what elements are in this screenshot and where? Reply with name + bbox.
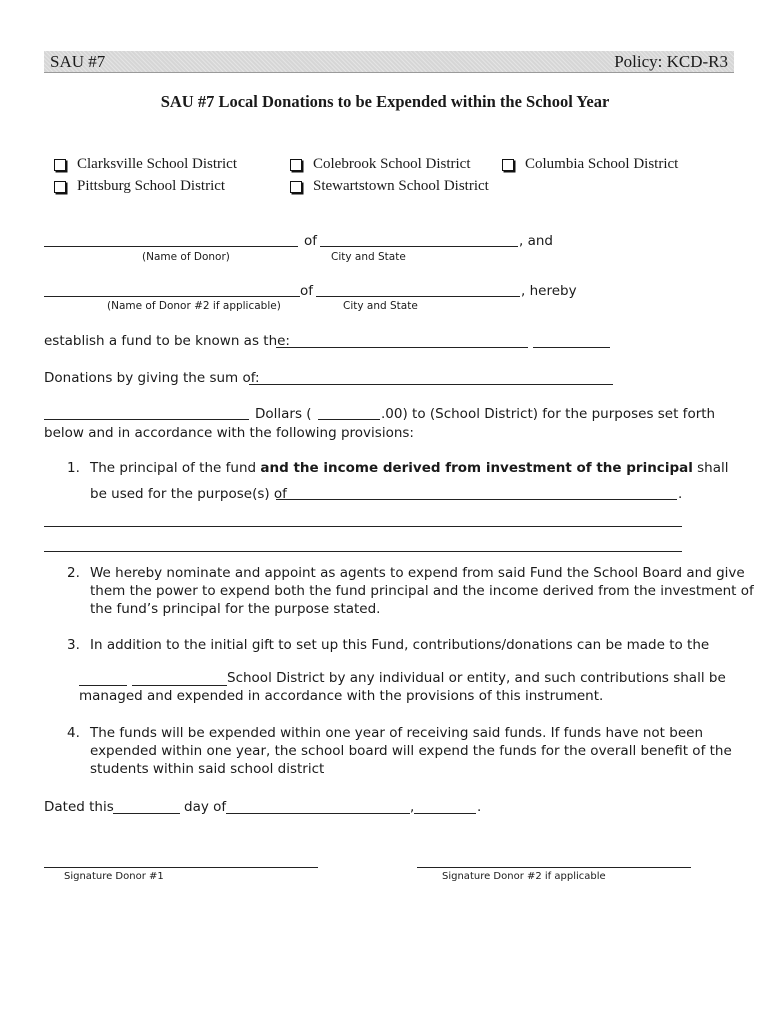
provision-2-number: 2.: [67, 565, 80, 581]
donor2-hereby-text: , hereby: [521, 283, 577, 299]
donor2-name-label: (Name of Donor #2 if applicable): [107, 300, 281, 312]
dated-day-field[interactable]: [113, 813, 180, 814]
provisions-intro: below and in accordance with the following provisions:: [44, 425, 414, 441]
district-label: Colebrook School District: [313, 156, 471, 172]
signature-donor2-field[interactable]: [417, 867, 691, 868]
district-label: Clarksville School District: [77, 156, 237, 172]
dollars-purpose-text: .00) to (School District) for the purposes set forth: [381, 406, 716, 422]
purpose-field-line-2[interactable]: [44, 526, 682, 527]
dated-month-field[interactable]: [226, 813, 410, 814]
provision-1-text-a: The principal of the fund: [90, 460, 257, 476]
purpose-field-line-3[interactable]: [44, 551, 682, 552]
sum-field[interactable]: [249, 384, 613, 385]
fund-name-field[interactable]: [276, 347, 528, 348]
district-field-1[interactable]: [79, 685, 127, 686]
donor1-city-label: City and State: [331, 251, 406, 263]
donor2-city-label: City and State: [343, 300, 418, 312]
sum-text: Donations by giving the sum of:: [44, 370, 260, 386]
signature-donor2-label: Signature Donor #2 if applicable: [442, 871, 606, 882]
district-option-colebrook[interactable]: [290, 156, 471, 173]
district-option-stewartstown[interactable]: [290, 178, 489, 195]
provision-1-number: 1.: [67, 460, 80, 476]
checkbox-icon[interactable]: [290, 181, 302, 193]
donor1-of-text: of: [304, 233, 318, 249]
checkbox-icon[interactable]: [54, 159, 66, 171]
provision-4-line-1: The funds will be expended within one year of receiving said funds. If funds have not been: [90, 725, 703, 741]
day-of-text: day of: [184, 799, 227, 815]
provision-1-text-bold: and the income derived from investment of the principal: [260, 460, 693, 476]
dollars-words-field[interactable]: [44, 419, 249, 420]
donor2-city-field[interactable]: [316, 296, 520, 297]
checkbox-icon[interactable]: [502, 159, 514, 171]
dated-period: .: [477, 799, 482, 815]
provision-4-line-3: students within said school district: [90, 761, 325, 777]
header-policy: Policy: KCD-R3: [614, 52, 728, 71]
provision-1-text: [90, 460, 729, 476]
provision-2-line-2: them the power to expend both the fund principal and the income derived from the investment of: [90, 583, 754, 599]
dated-comma: ,: [410, 799, 415, 815]
district-option-clarksville[interactable]: [54, 156, 237, 173]
dollars-text: Dollars (: [255, 406, 312, 422]
checkbox-icon[interactable]: [290, 159, 302, 171]
donor1-city-field[interactable]: [320, 246, 518, 247]
provision-3-line-1: In addition to the initial gift to set up this Fund, contributions/donations can be made to the: [90, 637, 710, 653]
provision-4-number: 4.: [67, 725, 80, 741]
donor2-of-text: of: [300, 283, 314, 299]
fund-name-field-2[interactable]: [533, 347, 610, 348]
purpose-field[interactable]: [276, 499, 677, 500]
district-option-columbia[interactable]: [502, 156, 678, 173]
signature-donor1-field[interactable]: [44, 867, 318, 868]
provision-3-line-3: managed and expended in accordance with the provisions of this instrument.: [79, 688, 604, 704]
page-title: SAU #7 Local Donations to be Expended within the School Year: [160, 92, 610, 111]
district-label: Stewartstown School District: [313, 178, 489, 194]
donor2-name-field[interactable]: [44, 296, 300, 297]
district-option-pittsburg[interactable]: [54, 178, 225, 195]
checkbox-icon[interactable]: [54, 181, 66, 193]
dated-text: Dated this: [44, 799, 114, 815]
signature-donor1-label: Signature Donor #1: [64, 871, 164, 882]
dated-year-field[interactable]: [414, 813, 476, 814]
provision-2-line-1: We hereby nominate and appoint as agents to expend from said Fund the School Board and give: [90, 565, 745, 581]
provision-3-line-2: School District by any individual or entity, and such contributions shall be: [227, 670, 726, 686]
dollars-amount-field[interactable]: [318, 419, 380, 420]
provision-1-purpose-text: be used for the purpose(s) of: [90, 486, 287, 502]
fund-name-text: establish a fund to be known as the:: [44, 333, 290, 349]
donor1-and-text: , and: [519, 233, 553, 249]
provision-1-text-c: shall: [697, 460, 729, 476]
purpose-period: .: [678, 486, 683, 502]
donor1-name-label: (Name of Donor): [142, 251, 230, 263]
district-field-2[interactable]: [132, 685, 227, 686]
provision-2-line-3: the fund’s principal for the purpose stated.: [90, 601, 381, 617]
district-label: Pittsburg School District: [77, 178, 226, 194]
header-sau: SAU #7: [50, 52, 106, 71]
provision-4-line-2: expended within one year, the school board will expend the funds for the overall benefit of the: [90, 743, 732, 759]
header-bar: [44, 51, 734, 73]
district-label: Columbia School District: [525, 156, 679, 172]
donor1-name-field[interactable]: [44, 246, 298, 247]
provision-3-number: 3.: [67, 637, 80, 653]
